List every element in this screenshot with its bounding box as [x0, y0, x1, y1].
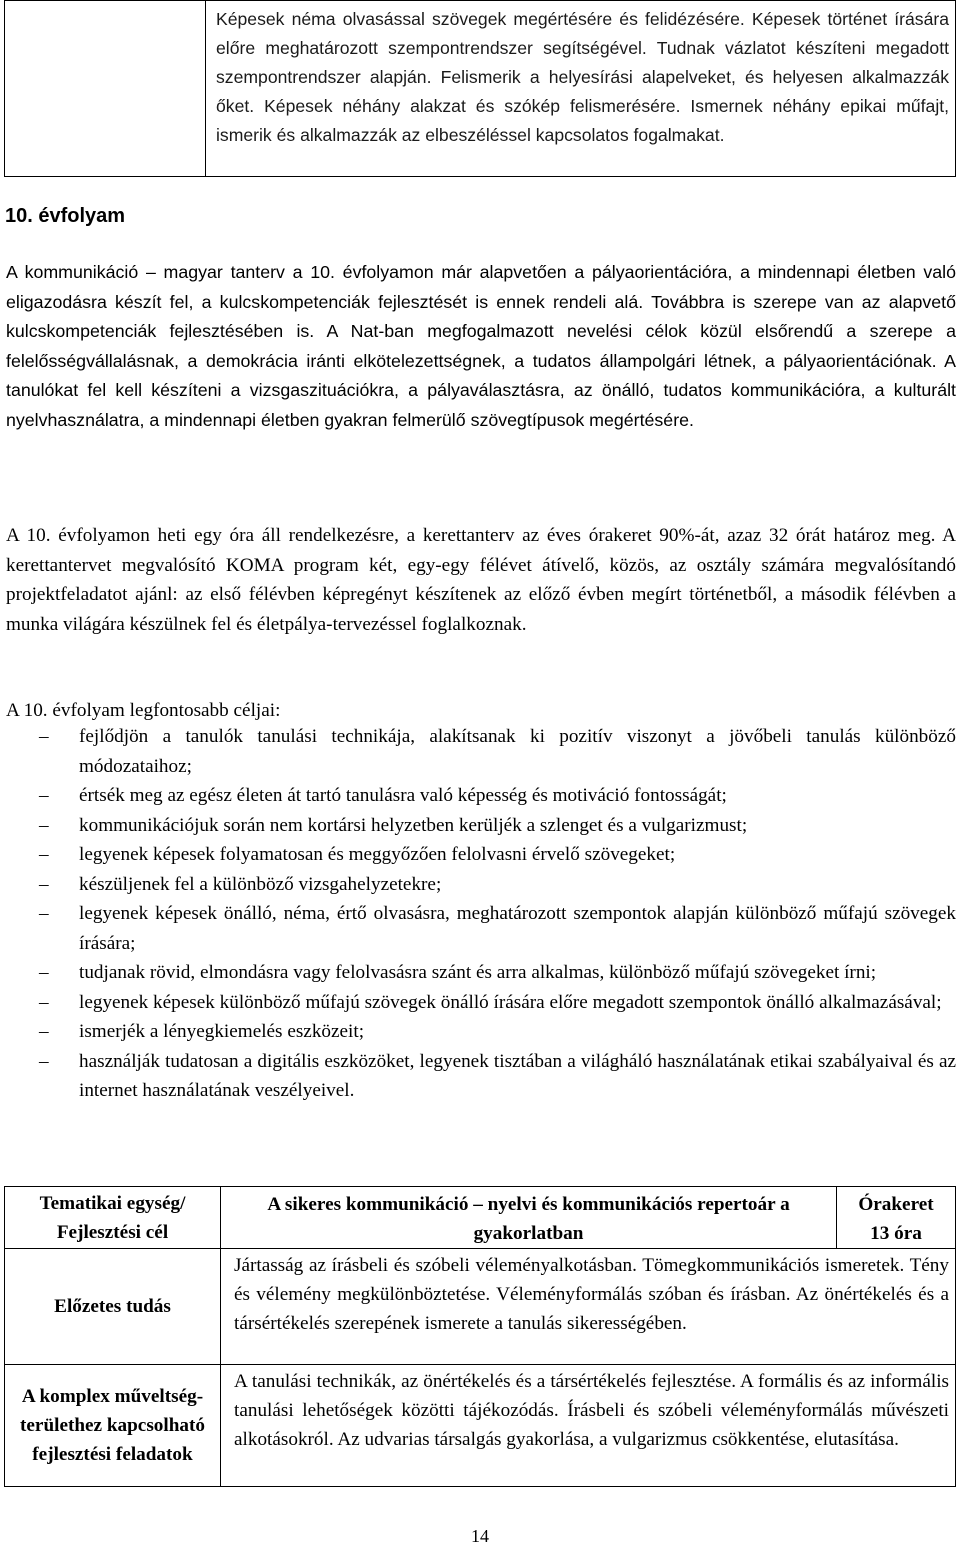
- goal-text: használják tudatosan a digitális eszközöket, legyenek tisztában a világháló használatának etikai szabályaival és az internet használatának veszélyeivel.: [79, 1050, 956, 1101]
- development-tasks-label: A komplex műveltség-területhez kapcsolható fejlesztési feladatok: [5, 1365, 221, 1487]
- list-item: [6, 899, 956, 958]
- dash-bullet: –: [39, 726, 49, 747]
- dash-bullet: –: [39, 962, 49, 983]
- goal-text: legyenek képesek folyamatosan és meggyőzően felolvasni érvelő szövegeket;: [79, 844, 676, 865]
- list-item: [6, 988, 956, 1018]
- list-item: [6, 840, 956, 870]
- dash-bullet: –: [39, 873, 49, 895]
- dash-bullet: –: [39, 903, 49, 924]
- development-tasks-text: A tanulási technikák, az önértékelés és a társértékelés fejlesztése. A formális és az informális tanulási lehetőségek közötti tájékozódás. Írásbeli és szóbeli véleményformálás művészeti alkotásokról. Az udvarias társalgás gyakorlása, a vulgarizmus csökkentése, elutasítása.: [221, 1365, 956, 1487]
- goals-heading: A 10. évfolyam legfontosabb céljai:: [6, 700, 281, 721]
- hours-cell: [837, 1187, 956, 1249]
- prior-knowledge-text: Jártasság az írásbeli és szóbeli véleményalkotásban. Tömegkommunikációs ismeretek. Tény és vélemény megkülönböztetése. Véleményformálás szóban és írásban. Az önértékelés és a társértékelés szerepének ismerete a tanulás sikerességében.: [221, 1249, 956, 1365]
- unit-title-cell: A sikeres kommunikáció ‒ nyelvi és kommunikációs repertoár a gyakorlatban: [221, 1187, 837, 1249]
- goal-text: kommunikációjuk során nem kortársi helyzetben kerüljék a szlenget és a vulgarizmust;: [79, 814, 748, 836]
- list-item: [6, 811, 956, 841]
- goal-text: ismerjék a lényegkiemelés eszközeit;: [79, 1021, 365, 1042]
- list-item: [6, 1047, 956, 1106]
- previous-grade-outcomes: Képesek néma olvasással szövegek megértésére és felidézésére. Képesek történet írására előre meghatározott szempontrendszer segítségével. Tudnak vázlatot készíteni megadott szempontrendszer alapján. Felismerik a helyesírási alapelveket, és helyesen alkalmazzák őket. Képesek néhány alakzat és szókép felismerésére. Ismernek néhány epikai műfajt, ismerik és alkalmazzák az elbeszéléssel kapcsolatos fogalmakat.: [206, 1, 956, 177]
- hours-paragraph: A 10. évfolyamon heti egy óra áll rendelkezésre, a kerettanterv az éves órakeret 90%-át, azaz 32 órát határoz meg. A kerettantervet megvalósító KOMA program két, egy-egy félévet átívelő, közös, az osztály számára megvalósítandó projektfeladatot ajánl: az első félévben képregényt készítenek az előző évben megírt történetből, a második félévben a munka világára készülnek fel és életpálya-tervezéssel foglalkoznak.: [6, 525, 956, 635]
- page-number: 14: [471, 1526, 489, 1546]
- dash-bullet: –: [39, 814, 49, 836]
- list-item: [6, 870, 956, 900]
- unit-label-cell: Tematikai egység/ Fejlesztési cél: [5, 1187, 221, 1249]
- list-item: [6, 781, 956, 811]
- previous-grade-label-cell: [5, 1, 206, 177]
- dash-bullet: –: [39, 991, 49, 1013]
- grade-heading: 10. évfolyam: [5, 205, 126, 227]
- dash-bullet: –: [39, 844, 49, 865]
- goal-text: legyenek képesek önálló, néma, értő olvasásra, meghatározott szempontok alapján különböző műfajú szövegek írására;: [79, 903, 956, 954]
- dash-bullet: –: [39, 785, 49, 806]
- previous-grade-table: [4, 0, 956, 177]
- intro-paragraph: A kommunikáció ‒ magyar tanterv a 10. évfolyamon már alapvetően a pályaorientációra, a mindennapi életben való eligazodásra készít fel, a kulcskompetenciák fejlesztését is ennek rendeli alá. Továbbra is szerepe van az alapvető kulcskompetenciák fejlesztésében is. A Nat-ban megfogalmazott nevelési célok közül elsőrendű a szerepe a felelősségvállalásnak, a demokrácia iránti elkötelezettségnek, a tudatos állampolgári létnek, a pályaorientációnak. A tanulókat fel kell készíteni a vizsgaszituációkra, a pályaválasztásra, az önálló, tudatos kommunikációra, a kulturált nyelvhasználatra, a mindennapi életben gyakran felmerülő szövegtípusok megértésére.: [6, 262, 956, 430]
- list-item: [6, 1017, 956, 1047]
- goal-text: legyenek képesek különböző műfajú szövegek önálló írására előre megadott szempontok önálló alkalmazásával;: [79, 991, 942, 1013]
- goal-text: értsék meg az egész életen át tartó tanulásra való képesség és motiváció fontosságát;: [79, 785, 727, 806]
- unit-table: [4, 1186, 956, 1487]
- list-item: [6, 722, 956, 781]
- dash-bullet: –: [39, 1021, 49, 1042]
- goal-text: tudjanak rövid, elmondásra vagy felolvasásra szánt és arra alkalmas, különböző műfajú szövegeket írni;: [79, 962, 877, 983]
- prior-knowledge-label: Előzetes tudás: [5, 1249, 221, 1365]
- dash-bullet: –: [39, 1050, 49, 1072]
- hours-value: 13 óra: [870, 1223, 922, 1244]
- list-item: [6, 958, 956, 988]
- goal-text: készüljenek fel a különböző vizsgahelyzetekre;: [79, 873, 442, 895]
- hours-label: Órakeret: [858, 1194, 934, 1215]
- goals-list: [6, 722, 956, 1106]
- goal-text: fejlődjön a tanulók tanulási technikája, alakítsanak ki pozitív viszonyt a jövőbeli tanulás különböző módozataihoz;: [79, 726, 956, 777]
